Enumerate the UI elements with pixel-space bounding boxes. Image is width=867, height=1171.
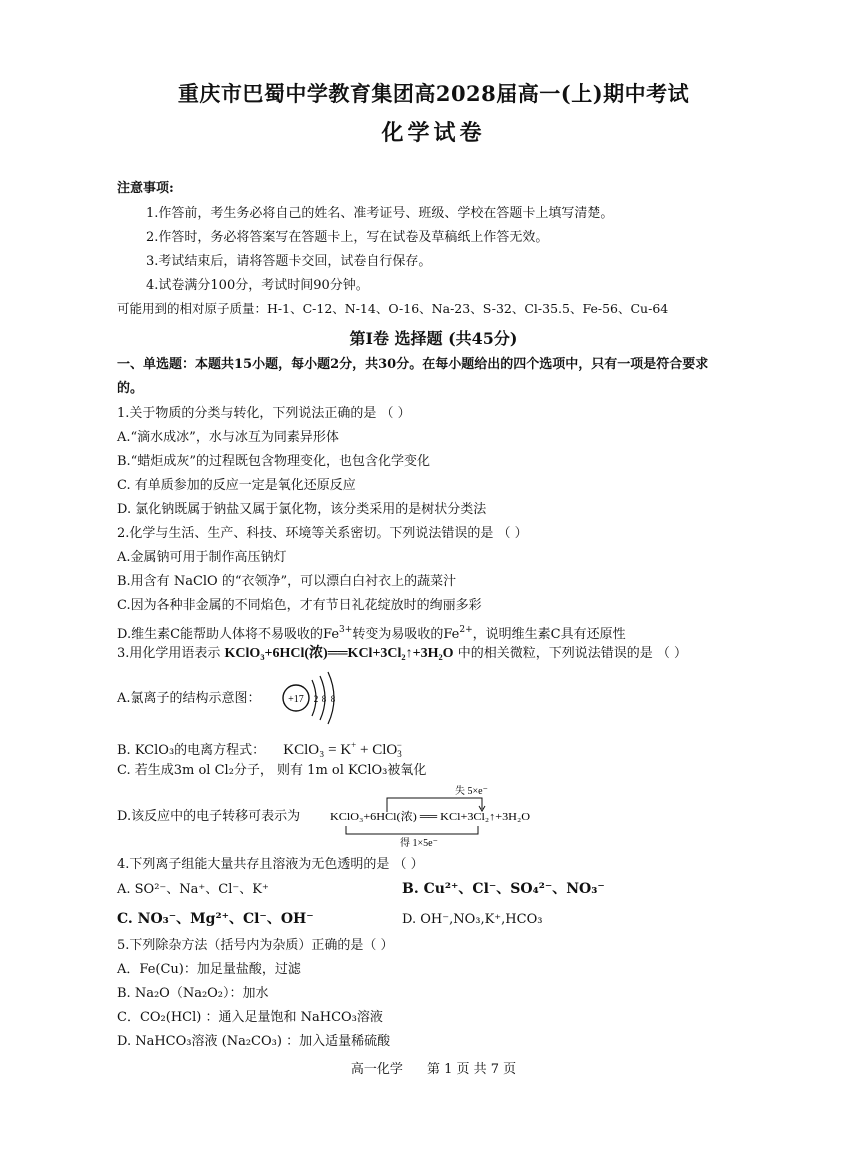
- section-instructions: 一、单选题：本题共15小题，每小题2分，共30分。在每小题给出的四个选项中，只有一项是符合要求: [117, 357, 709, 372]
- electron-lose-label: 失 5×e⁻: [455, 786, 488, 797]
- gain-bracket: [346, 826, 478, 834]
- question-1-option-b: B.“蜡炬成灰”的过程既包含物理变化，也包含化学变化: [117, 454, 430, 469]
- q3b-eq-part-2: + ClO: [356, 742, 398, 758]
- lose-bracket: [387, 798, 482, 812]
- question-1-option-c: C. 有单质参加的反应一定是氧化还原反应: [117, 478, 356, 493]
- question-5-option-c: C．CO₂(HCl) ：通入足量饱和 NaHCO₃溶液: [117, 1010, 383, 1025]
- q3b-ionization-equation: [283, 742, 401, 758]
- page-footer: [0, 1058, 867, 1077]
- q3-stem-post: 中的相关微粒，下列说法错误的是 （ ）: [453, 646, 687, 661]
- question-5-option-d: D. NaHCO₃溶液 (Na₂CO₃) ：加入适量稀硫酸: [117, 1034, 391, 1049]
- shell-electrons-1: 2: [313, 694, 319, 704]
- exam-subtitle: 化学试卷: [381, 120, 486, 146]
- footer-subject: 高一化学: [350, 1062, 403, 1077]
- q3b-eq-minus: −: [396, 740, 402, 750]
- q2d-text-1: D.维生素C能帮助人体将不易吸收的Fe: [117, 627, 340, 642]
- transfer-equation: KClO₃+6HCl(浓) ══ KCl+3Cl₂↑+3H₂O: [330, 811, 511, 823]
- question-2-option-a: A.金属钠可用于制作高压钠灯: [117, 550, 287, 565]
- chloride-ion-structure-diagram: [278, 670, 348, 730]
- question-5-stem: 5.下列除杂方法（括号内为杂质）正确的是（ ）: [117, 938, 394, 953]
- electron-gain-label: 得 1×5e⁻: [400, 838, 438, 849]
- q3b-eq-part-1: KClO₃ = K: [283, 742, 352, 758]
- question-4-option-a: A. SO²⁻、Na⁺、Cl⁻、K⁺: [117, 882, 269, 897]
- question-3-option-c: C. 若生成3m ol Cl₂分子， 则有 1m ol KClO₃被氧化: [117, 763, 427, 778]
- q2d-text-3: ，说明维生素C具有还原性: [472, 627, 626, 642]
- shell-electrons-3: 8: [330, 694, 336, 704]
- question-2-option-c: C.因为各种非金属的不同焰色，才有节日礼花绽放时的绚丽多彩: [117, 598, 482, 613]
- question-1-stem: 1.关于物质的分类与转化，下列说法正确的是 （ ）: [117, 406, 411, 421]
- question-1-option-d: D. 氯化钠既属于钠盐又属于氯化物，该分类采用的是树状分类法: [117, 502, 487, 517]
- exam-title: 重庆市巴蜀中学教育集团高2028届高一(上)期中考试: [177, 81, 690, 106]
- notice-item: 1.作答前，考生务必将自己的姓名、准考证号、班级、学校在答题卡上填写清楚。: [146, 206, 614, 221]
- question-4-option-d: D. OH⁻,NO₃,K⁺,HCO₃: [402, 912, 543, 927]
- question-3-option-d: D.该反应中的电子转移可表示为: [117, 809, 301, 824]
- question-3-stem: [117, 645, 687, 663]
- question-2-option-b: B.用含有 NaClO 的“衣领净”，可以漂白白衬衣上的蔬菜汁: [117, 574, 457, 589]
- question-5-option-a: A．Fe(Cu)：加足量盐酸，过滤: [117, 962, 301, 977]
- notice-item: 2.作答时，务必将答案写在答题卡上，写在试卷及草稿纸上作答无效。: [146, 230, 549, 245]
- q3b-eq-plus: +: [351, 740, 357, 750]
- question-1-option-a: A.“滴水成冰”，水与冰互为同素异形体: [117, 430, 339, 445]
- q3b-label: B. KClO₃的电离方程式：: [117, 743, 266, 758]
- q3-stem-pre: 3.用化学用语表示: [117, 646, 225, 661]
- question-4-stem: 4.下列离子组能大量共存且溶液为无色透明的是 （ ）: [117, 857, 424, 872]
- question-3-option-b: [117, 736, 402, 763]
- notice-item: 3.考试结束后，请将答题卡交回，试卷自行保存。: [146, 254, 432, 269]
- question-2-stem: 2.化学与生活、生产、科技、环境等关系密切。下列说法错误的是 （ ）: [117, 526, 528, 541]
- q2d-text-2: 转变为易吸收的Fe: [352, 627, 460, 642]
- notice-heading: 注意事项:: [117, 181, 174, 196]
- question-5-option-b: B. Na₂O（Na₂O₂）：加水: [117, 986, 269, 1001]
- question-3-option-a: A.氯离子的结构示意图：: [117, 691, 261, 706]
- section-title: 第Ⅰ卷 选择题 (共45分): [349, 329, 518, 348]
- atomic-masses: 可能用到的相对原子质量：H-1、C-12、N-14、O-16、Na-23、S-32、Cl-35.5、Fe-56、Cu-64: [117, 301, 669, 316]
- notice-item: 4.试卷满分100分，考试时间90分钟。: [146, 278, 369, 293]
- footer-page-number: 第 1 页 共 7 页: [426, 1062, 517, 1077]
- q2d-charge-1: 3+: [339, 625, 353, 635]
- question-2-option-d: [117, 621, 626, 644]
- section-instructions-cont: 的。: [117, 381, 144, 396]
- shell-electrons-2: 8: [321, 694, 327, 704]
- electron-transfer-diagram: [330, 782, 540, 850]
- q2d-charge-2: 2+: [459, 625, 473, 635]
- q3-reaction-formula: KClO₃+6HCl(浓)══KCl+3Cl₂↑+3H₂O: [224, 646, 454, 661]
- question-4-option-b: B. Cu²⁺、Cl⁻、SO₄²⁻、NO₃⁻: [402, 881, 605, 897]
- question-4-option-c: C. NO₃⁻、Mg²⁺、Cl⁻、OH⁻: [117, 911, 314, 927]
- q3b-eq-sub: 3: [397, 749, 402, 759]
- nucleus-charge: +17: [288, 694, 304, 705]
